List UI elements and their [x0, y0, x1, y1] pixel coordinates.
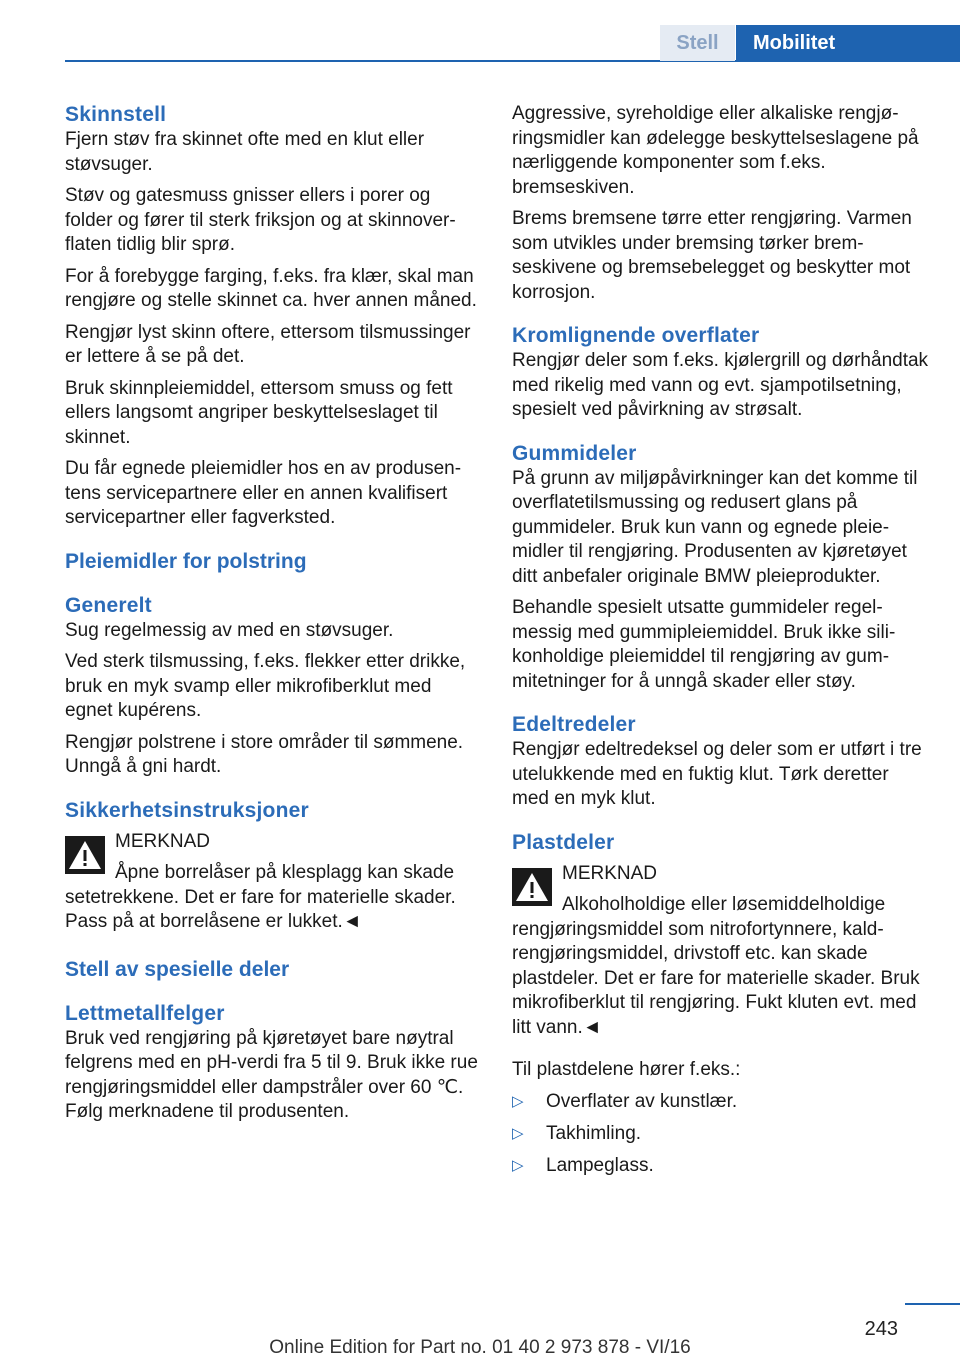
footer-rule	[905, 1303, 960, 1305]
heading-edeltredeler: Edeltredeler	[512, 713, 636, 736]
list-item	[512, 1154, 930, 1179]
heading-generelt: Generelt	[65, 593, 152, 617]
note-label: MERKNAD	[115, 830, 211, 852]
tab-mobilitet[interactable]: Mobilitet	[736, 25, 960, 61]
right-column	[512, 102, 930, 1186]
list-item-text: Lampeglass.	[546, 1154, 654, 1176]
bullet-icon: ▷	[512, 1156, 524, 1174]
paragraph: Støv og gatesmuss gnisser ellers i porer og folder og fører til sterk friksjon og at skinnoverflaten tidlig blir sprø.	[65, 185, 456, 255]
heading-plastdeler: Plastdeler	[512, 830, 615, 854]
paragraph: Rengjør edeltredeksel og deler som er utført i tre utelukkende med en fuktig klut. Tørk deretter med en myk klut.	[512, 739, 922, 809]
warning-text: Åpne borrelåser på klesplagg kan skade setetrekkene. Det er fare for materielle skader. Pass på at borrelåsene er lukket.◄	[65, 862, 456, 932]
tab-stell[interactable]: Stell	[660, 25, 735, 61]
bullet-icon: ▷	[512, 1092, 524, 1110]
warning-text: Alkoholholdige eller løsemiddelholdige rengjøringsmiddel som nitrofortynnere, kaldrengjøringsmiddel, drivstoff etc. kan skade plastdeler. Det er fare for materielle skader. Bruk mikrofiberklut til rengjøring. Fukt kluten evt. med litt vann.◄	[512, 894, 920, 1038]
paragraph: Til plastdelene hører f.eks.:	[512, 1059, 741, 1080]
plastdeler-list	[512, 1090, 930, 1179]
paragraph: Brems bremsene tørre etter rengjøring. Varmen som utvikles under bremsing tørker bremseskivene og bremsebelegget og beskytter mot korrosjon.	[512, 208, 912, 303]
paragraph: På grunn av miljøpåvirkninger kan det komme til overflatetilsmussing og redusert glans på gummideler. Bruk kun vann og egnede pleiemidler til rengjøring. Produsenten av kjøretøyet ditt anbefaler originale BMW pleieprodukter.	[512, 467, 918, 587]
paragraph: Ved sterk tilsmussing, f.eks. flekker etter drikke, bruk en myk svamp eller mikrofiberklut med egnet kupérens.	[65, 651, 466, 721]
paragraph: Aggressive, syreholdige eller alkaliske rengjøringsmidler kan ødelegge beskyttelseslagene på nærliggende komponenter som f.eks. bremseskiven.	[512, 103, 919, 198]
list-item-text: Overflater av kunstlær.	[546, 1090, 738, 1112]
warning-triangle-icon	[65, 836, 105, 874]
list-item	[512, 1122, 930, 1147]
warning-note	[512, 862, 930, 887]
paragraph: Bruk ved rengjøring på kjøretøyet bare nøytral felgrens med en pH-verdi fra 5 til 9. Bruk ikke rue rengjøringsmiddel eller dampstråler over 60 ℃. Følg merknadene til produsenten.	[65, 1027, 478, 1122]
paragraph: For å forebygge farging, f.eks. fra klær, skal man rengjøre og stelle skinnet ca. hver annen måned.	[65, 265, 477, 311]
paragraph: Fjern støv fra skinnet ofte med en klut eller støvsuger.	[65, 129, 425, 175]
paragraph: Rengjør lyst skinn oftere, ettersom tilsmussinger er lettere å se på det.	[65, 321, 471, 367]
heading-stell-spesielle-deler: Stell av spesielle deler	[65, 957, 290, 981]
paragraph: Rengjør deler som f.eks. kjølergrill og dørhåndtak med rikelig med vann og evt. sjampotilsetning, spesielt ved påvirkning av strøsalt.	[512, 350, 929, 420]
heading-lettmetallfelger: Lettmetallfelger	[65, 1001, 225, 1025]
bullet-icon: ▷	[512, 1124, 524, 1142]
list-item	[512, 1090, 930, 1115]
warning-note	[65, 830, 483, 855]
heading-skinnstell: Skinnstell	[65, 103, 167, 126]
note-label: MERKNAD	[562, 862, 658, 884]
edition-footer: Online Edition for Part no. 01 40 2 973 878 - VI/16	[269, 1337, 691, 1358]
paragraph: Sug regelmessig av med en støvsuger.	[65, 619, 394, 641]
heading-pleiemidler-polstring: Pleiemidler for polstring	[65, 549, 307, 573]
paragraph: Du får egnede pleiemidler hos en av produsentens servicepartnere eller en annen kvalifisert servicepartner eller fagverksted.	[65, 458, 462, 528]
list-item-text: Takhimling.	[546, 1122, 642, 1144]
page-number: 243	[864, 1318, 898, 1340]
paragraph: Rengjør polstrene i store områder til sømmene. Unngå å gni hardt.	[65, 731, 464, 777]
heading-gummideler: Gummideler	[512, 441, 637, 465]
paragraph: Bruk skinnpleiemiddel, ettersom smuss og fett ellers langsomt angriper beskyttelseslaget til skinnet.	[65, 377, 453, 448]
heading-kromlignende-overflater: Kromlignende overflater	[512, 324, 760, 347]
warning-triangle-icon	[512, 868, 552, 906]
left-column	[65, 102, 483, 1132]
heading-sikkerhetsinstruksjoner: Sikkerhetsinstruksjoner	[65, 798, 309, 822]
paragraph: Behandle spesielt utsatte gummideler regelmessig med gummipleiemiddel. Bruk ikke silikonholdige pleiemiddel til rengjøring av gummitetninger for å unngå skader eller støy.	[512, 597, 896, 692]
